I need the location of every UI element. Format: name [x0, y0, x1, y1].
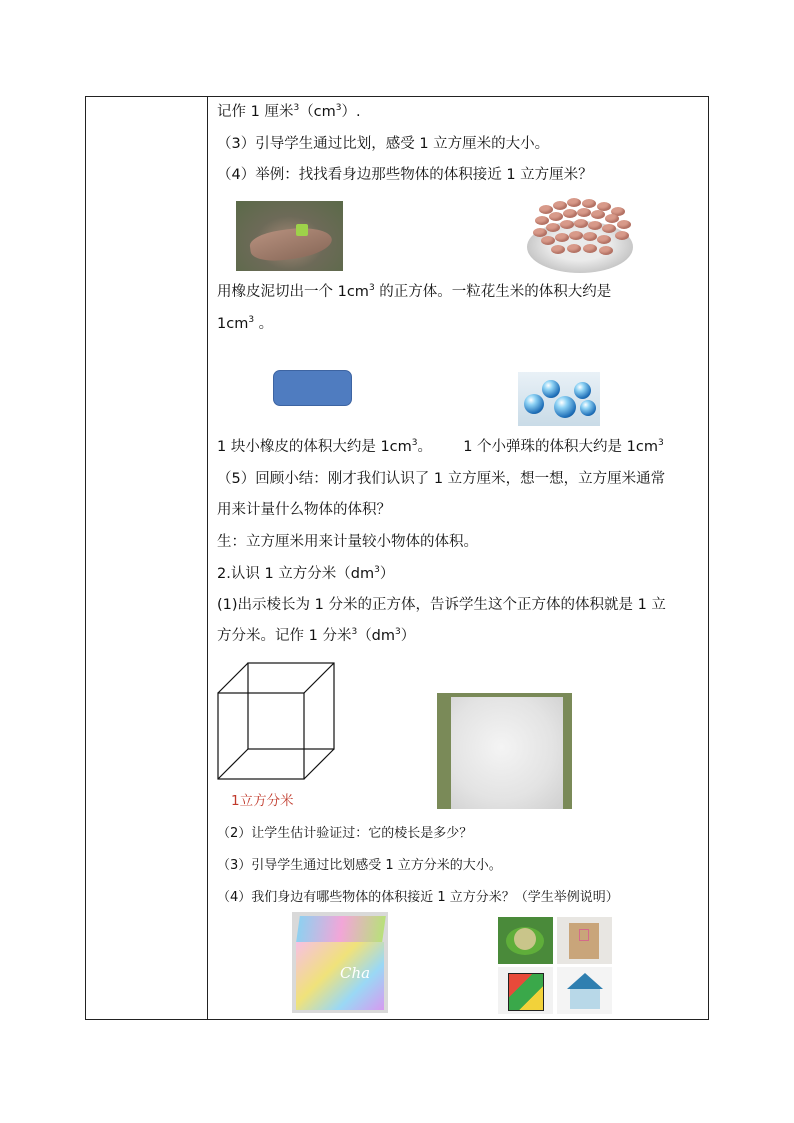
marble: [524, 394, 544, 414]
superscript: 3: [411, 438, 418, 448]
eraser-shape: [273, 370, 352, 406]
peanut: [553, 201, 567, 210]
text: 的正方体。一粒花生米的体积大约是: [374, 284, 612, 300]
hand-clay-photo: [236, 201, 343, 271]
line-step-5: （5）回顾小结：刚才我们认识了 1 立方厘米，想一想，立方厘米通常: [217, 471, 666, 487]
wireframe-cube-diagram: [214, 659, 340, 783]
superscript: 3: [335, 103, 342, 113]
marble: [554, 396, 576, 418]
column-divider: [207, 97, 208, 1019]
line-cm3-notation: [217, 102, 361, 122]
peanut: [591, 210, 605, 219]
rubiks-cube-shape: [508, 973, 544, 1011]
line-eraser-marble: [217, 437, 664, 457]
line-step-1: (1)出示棱长为 1 分米的正方体，告诉学生这个正方体的体积就是 1 立: [217, 597, 666, 613]
line-student-answer: 生：立方厘米用来计量较小物体的体积。: [217, 534, 478, 550]
line-clay-peanut: [217, 282, 611, 302]
peanuts-photo: [527, 195, 633, 275]
peanut: [555, 233, 569, 242]
carton-box-image: [557, 917, 612, 964]
peanut: [567, 198, 581, 207]
apple-shape: [514, 928, 536, 950]
line-peanut-volume: [217, 314, 273, 334]
gift-box-text: Cha: [340, 964, 371, 982]
peanut: [563, 209, 577, 218]
peanut: [574, 219, 588, 228]
text: （cm: [299, 104, 336, 120]
peanut: [577, 208, 591, 217]
cube-edge: [304, 749, 334, 779]
peanut: [615, 231, 629, 240]
peanut: [560, 220, 574, 229]
peanut: [597, 235, 611, 244]
carton-label-shape: [579, 929, 589, 941]
line-step-4: （4）举例：找找看身边那些物体的体积接近 1 立方厘米？: [217, 167, 593, 183]
house-roof-shape: [567, 973, 603, 989]
peanut: [546, 223, 560, 232]
text: 。: [254, 316, 274, 332]
line-step-4b: （4）我们身边有哪些物体的体积接近 1 立方分米？（学生举例说明）: [217, 890, 619, 905]
peanut: [583, 232, 597, 241]
superscript: 3: [657, 438, 664, 448]
marbles-photo: [518, 372, 600, 426]
gift-box-top: [296, 916, 386, 942]
peanut: [541, 236, 555, 245]
line-dm3-notation: [217, 626, 415, 646]
palm-shape: [248, 223, 333, 264]
peanut: [567, 244, 581, 253]
marble: [542, 380, 560, 398]
text: 2.认识 1 立方分米（dm: [217, 566, 375, 582]
line-step-3: （3）引导学生通过比划，感受 1 立方厘米的大小。: [217, 136, 550, 152]
marble: [574, 382, 591, 399]
text: 。: [417, 439, 432, 455]
superscript: 3: [351, 627, 358, 637]
cube-label: 1立方分米: [231, 793, 294, 809]
superscript: 3: [368, 283, 375, 293]
peanut: [569, 231, 583, 240]
text: 记作 1 厘米: [217, 104, 294, 120]
text: ）: [400, 628, 416, 644]
cube-edge: [218, 749, 248, 779]
peanut: [588, 221, 602, 230]
objects-collage-photo: [498, 917, 612, 1014]
peanut: [582, 199, 596, 208]
line-step-2: （2）让学生估计验证过：它的棱长是多少？: [217, 826, 473, 841]
superscript: 3: [374, 565, 380, 575]
cube-edge: [304, 663, 334, 693]
text: 1 个小弹珠的体积大约是 1cm: [463, 439, 658, 455]
house-model-image: [557, 967, 612, 1014]
cube-edge: [218, 663, 248, 693]
gift-box-photo: [292, 912, 388, 1013]
house-wall-shape: [570, 989, 600, 1009]
text: 1cm: [217, 316, 249, 332]
superscript: 3: [395, 627, 401, 637]
superscript: 3: [293, 103, 300, 113]
peanut: [583, 244, 597, 253]
peanut: [551, 245, 565, 254]
peanut: [599, 246, 613, 255]
peanut: [549, 212, 563, 221]
peanut: [617, 220, 631, 229]
superscript: 3: [248, 315, 255, 325]
text: ）: [379, 566, 395, 582]
text: ）.: [341, 104, 361, 120]
text: 方分米。记作 1 分米: [217, 628, 352, 644]
line-step-3b: （3）引导学生通过比划感受 1 立方分米的大小。: [217, 858, 502, 873]
rubiks-cube-image: [498, 967, 553, 1014]
clay-cube-shape: [296, 224, 308, 236]
text: 1 块小橡皮的体积大约是 1cm: [217, 439, 412, 455]
foam-cube-photo: [437, 693, 572, 809]
line-step-5-cont: 用来计量什么物体的体积？: [217, 502, 391, 518]
marble: [580, 400, 596, 416]
peanut: [602, 224, 616, 233]
text: （dm: [357, 628, 396, 644]
line-section-2: [217, 564, 394, 584]
foam-cube-shape: [451, 697, 563, 809]
text: 用橡皮泥切出一个 1cm: [217, 284, 369, 300]
apple-on-plate-image: [498, 917, 553, 964]
